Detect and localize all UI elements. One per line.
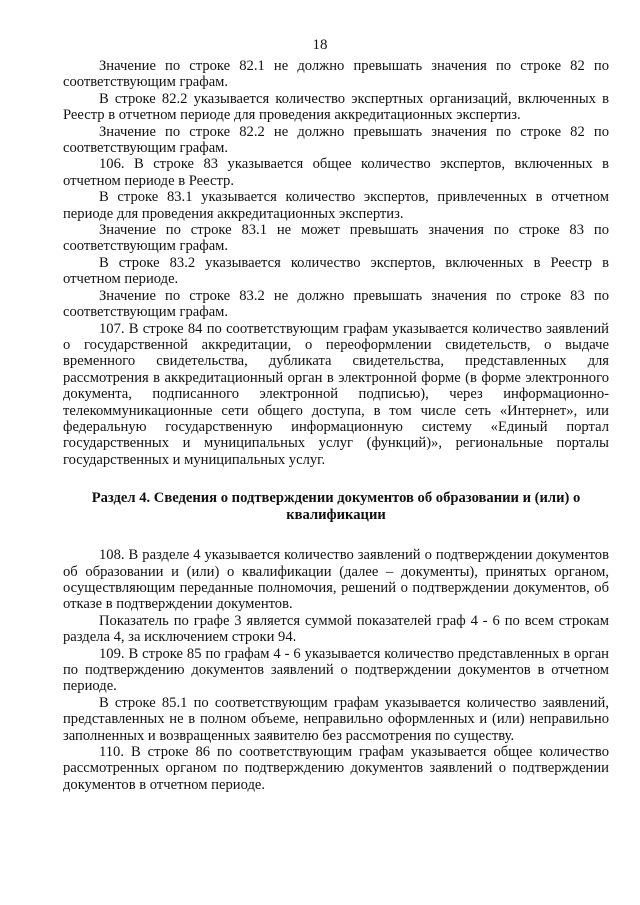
paragraph: 110. В строке 86 по соответствующим графам указывается общее количество рассмотренных органом по подтверждению документов заявлений о подтверждении документов в отчетном периоде. [63,744,609,793]
paragraph: В строке 83.1 указывается количество экспертов, привлеченных в отчетном периоде для проведения аккредитационных экспертиз. [63,189,609,222]
paragraph: 106. В строке 83 указывается общее количество экспертов, включенных в отчетном периоде в Реестр. [63,156,609,189]
paragraph: Показатель по графе 3 является суммой показателей граф 4 - 6 по всем строкам раздела 4, за исключением строки 94. [63,612,609,646]
page-number: 18 [312,37,328,53]
paragraph: В строке 85.1 по соответствующим графам указывается количество заявлений, представленных не в полном объеме, неправильно оформленных и (или) неправильно заполненных и возвращенных заявителю без рассмотрения по существу. [63,694,609,744]
paragraph: Значение по строке 82.2 не должно превышать значения по строке 82 по соответствующим графам. [63,123,609,157]
paragraph: 107. В строке 84 по соответствующим графам указывается количество заявлений о государственной аккредитации, о переоформлении свидетельств, о выдаче временного свидетельства, дубликата свидетельства, представленных для рассмотрения в аккредитационный орган в электронной форме (в форме электронного документа, подписанного электронной подписью), через информационно-телекоммуникационные сети общего доступа, в том числе сеть «Интернет», или федеральную государственную информационную систему «Единый портал государственных и муниципальных услуг (функций)», региональные порталы государственных и муниципальных услуг. [63,320,609,468]
document-body [63,58,609,793]
paragraph: 108. В разделе 4 указывается количество заявлений о подтверждении документов об образовании и (или) о квалификации (далее – документы), принятых органом, осуществляющим переданные полномочия, решений о подтверждении документов, об отказе в подтверждении документов. [63,547,609,613]
paragraph: Значение по строке 83.2 не должно превышать значения по строке 83 по соответствующим графам. [63,287,609,321]
paragraph: Значение по строке 82.1 не должно превышать значения по строке 82 по соответствующим графам. [63,58,609,91]
paragraph: В строке 83.2 указывается количество экспертов, включенных в Реестр в отчетном периоде. [63,254,609,288]
paragraph: 109. В строке 85 по графам 4 - 6 указывается количество представленных в орган по подтверждению документов заявлений о подтверждении документов в отчетном периоде. [63,645,609,695]
paragraph: Значение по строке 83.1 не может превышать значения по строке 83 по соответствующим графам. [63,222,609,255]
section-heading: Раздел 4. Сведения о подтверждении документов об образовании и (или) о квалификации [91,490,581,524]
paragraph: В строке 82.2 указывается количество экспертных организаций, включенных в Реестр в отчетном периоде для проведения аккредитационных экспертиз. [63,90,609,124]
